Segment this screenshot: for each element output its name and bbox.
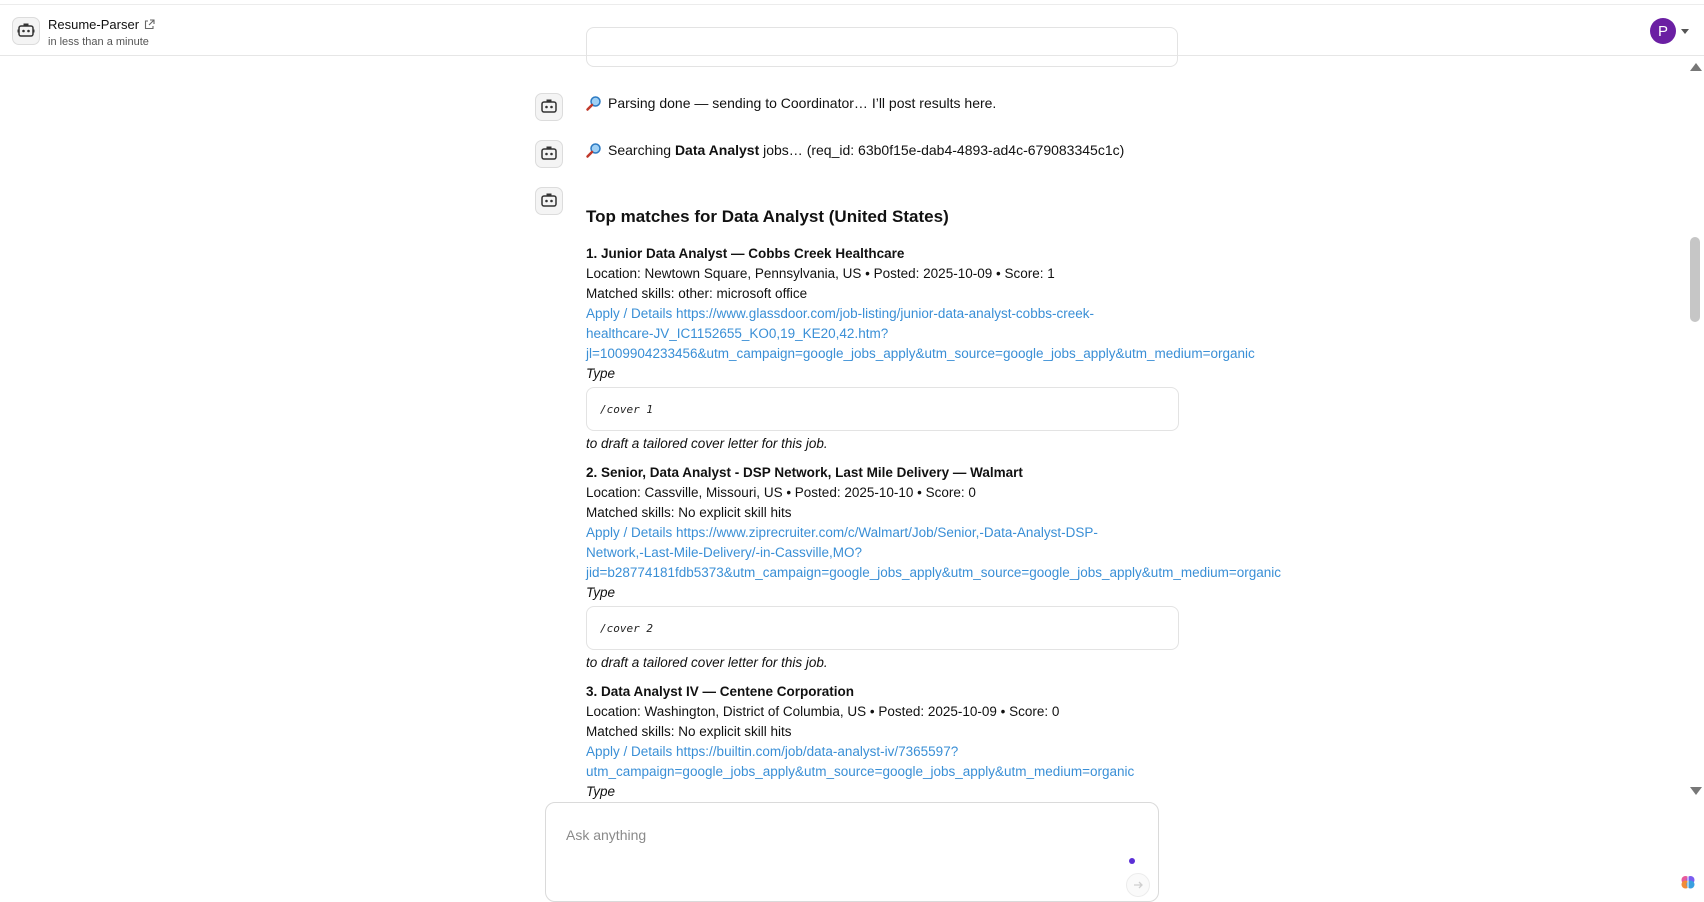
chevron-down-icon[interactable]	[1681, 29, 1689, 34]
robot-icon	[540, 192, 558, 210]
job-apply-link[interactable]: utm_campaign=google_jobs_apply&utm_source=google_jobs_apply&utm_medium=organic	[586, 764, 1135, 779]
job-meta: Location: Cassville, Missouri, US • Posted: 2025-10-10 • Score: 0	[586, 485, 976, 500]
job-apply-link[interactable]: jid=b28774181fdb5373&utm_campaign=google_jobs_apply&utm_source=google_jobs_apply&utm_medium=organic	[586, 565, 1281, 580]
job-skills: Matched skills: other: microsoft office	[586, 286, 808, 301]
status-dot	[1129, 858, 1135, 864]
chat-thread	[0, 57, 1690, 802]
message-bold-role: Data Analyst	[674, 142, 760, 158]
job-meta: Location: Washington, District of Columbia, US • Posted: 2025-10-09 • Score: 0	[586, 704, 1060, 719]
message-searching	[586, 142, 1124, 158]
job-item	[586, 463, 1281, 673]
scroll-up-arrow-icon[interactable]	[1690, 63, 1702, 71]
send-button[interactable]	[1126, 873, 1150, 897]
composer	[545, 802, 1159, 902]
job-title: 3. Data Analyst IV — Centene Corporation	[586, 684, 855, 699]
ask-input[interactable]	[566, 823, 1126, 847]
job-skills: Matched skills: No explicit skill hits	[586, 505, 792, 520]
bot-avatar-icon	[535, 140, 563, 168]
previous-message-card	[586, 27, 1178, 67]
app-title-text: Resume-Parser	[48, 17, 140, 32]
scroll-down-arrow-icon[interactable]	[1690, 787, 1702, 795]
cover-hint: to draft a tailored cover letter for this job.	[586, 436, 828, 451]
message-text	[608, 142, 1124, 158]
job-apply-link[interactable]: Apply / Details https://www.ziprecruiter.com/c/Walmart/Job/Senior,-Data-Analyst-DSP-	[586, 525, 1098, 540]
message-suffix: jobs… (req_id: 63b0f15e-dab4-4893-ad4c-679083345c1c)	[759, 142, 1125, 158]
job-apply-link[interactable]: jl=1009904233456&utm_campaign=google_jobs_apply&utm_source=google_jobs_apply&utm_medium=organic	[586, 346, 1255, 361]
type-label: Type	[586, 784, 616, 799]
message-prefix: Searching	[608, 142, 675, 158]
magnifier-icon	[586, 142, 602, 158]
scrollbar[interactable]	[1688, 57, 1702, 802]
arrow-right-icon	[1132, 879, 1144, 891]
job-item	[586, 244, 1255, 454]
external-link-icon[interactable]	[144, 19, 155, 30]
job-matches	[586, 207, 1281, 811]
app-subtitle: in less than a minute	[48, 36, 149, 48]
bot-app-icon	[12, 17, 40, 45]
app-title[interactable]	[48, 17, 155, 32]
job-apply-link[interactable]: Network,-Last-Mile-Delivery/-in-Cassville,MO?	[586, 545, 863, 560]
job-apply-link[interactable]: Apply / Details https://www.glassdoor.com/job-listing/junior-data-analyst-cobbs-creek-	[586, 306, 1094, 321]
job-meta: Location: Newtown Square, Pennsylvania, US • Posted: 2025-10-09 • Score: 1	[586, 266, 1055, 281]
job-title: 2. Senior, Data Analyst - DSP Network, Last Mile Delivery — Walmart	[586, 465, 1023, 480]
cover-command-box[interactable]: /cover 2	[586, 606, 1179, 650]
type-label: Type	[586, 585, 616, 600]
robot-icon	[17, 22, 35, 40]
job-item	[586, 682, 1190, 802]
brain-logo-icon[interactable]	[1680, 874, 1696, 890]
type-label: Type	[586, 366, 616, 381]
bot-avatar-icon	[535, 93, 563, 121]
avatar[interactable]: P	[1650, 18, 1676, 44]
robot-icon	[540, 98, 558, 116]
cover-command-box[interactable]: /cover 1	[586, 387, 1179, 431]
cover-hint: to draft a tailored cover letter for this job.	[586, 655, 828, 670]
job-apply-link[interactable]: Apply / Details https://builtin.com/job/data-analyst-iv/7365597?	[586, 744, 959, 759]
job-skills: Matched skills: No explicit skill hits	[586, 724, 792, 739]
matches-title: Top matches for Data Analyst (United States)	[586, 207, 949, 226]
job-apply-link[interactable]: healthcare-JV_IC1152655_KO0,19_KE20,42.htm?	[586, 326, 889, 341]
message-text: Parsing done — sending to Coordinator… I’ll post results here.	[608, 95, 997, 111]
job-title: 1. Junior Data Analyst — Cobbs Creek Healthcare	[586, 246, 905, 261]
scroll-thumb[interactable]	[1690, 237, 1700, 322]
bot-avatar-icon	[535, 187, 563, 215]
magnifier-icon	[586, 95, 602, 111]
robot-icon	[540, 145, 558, 163]
message-parsing-done	[586, 95, 996, 111]
